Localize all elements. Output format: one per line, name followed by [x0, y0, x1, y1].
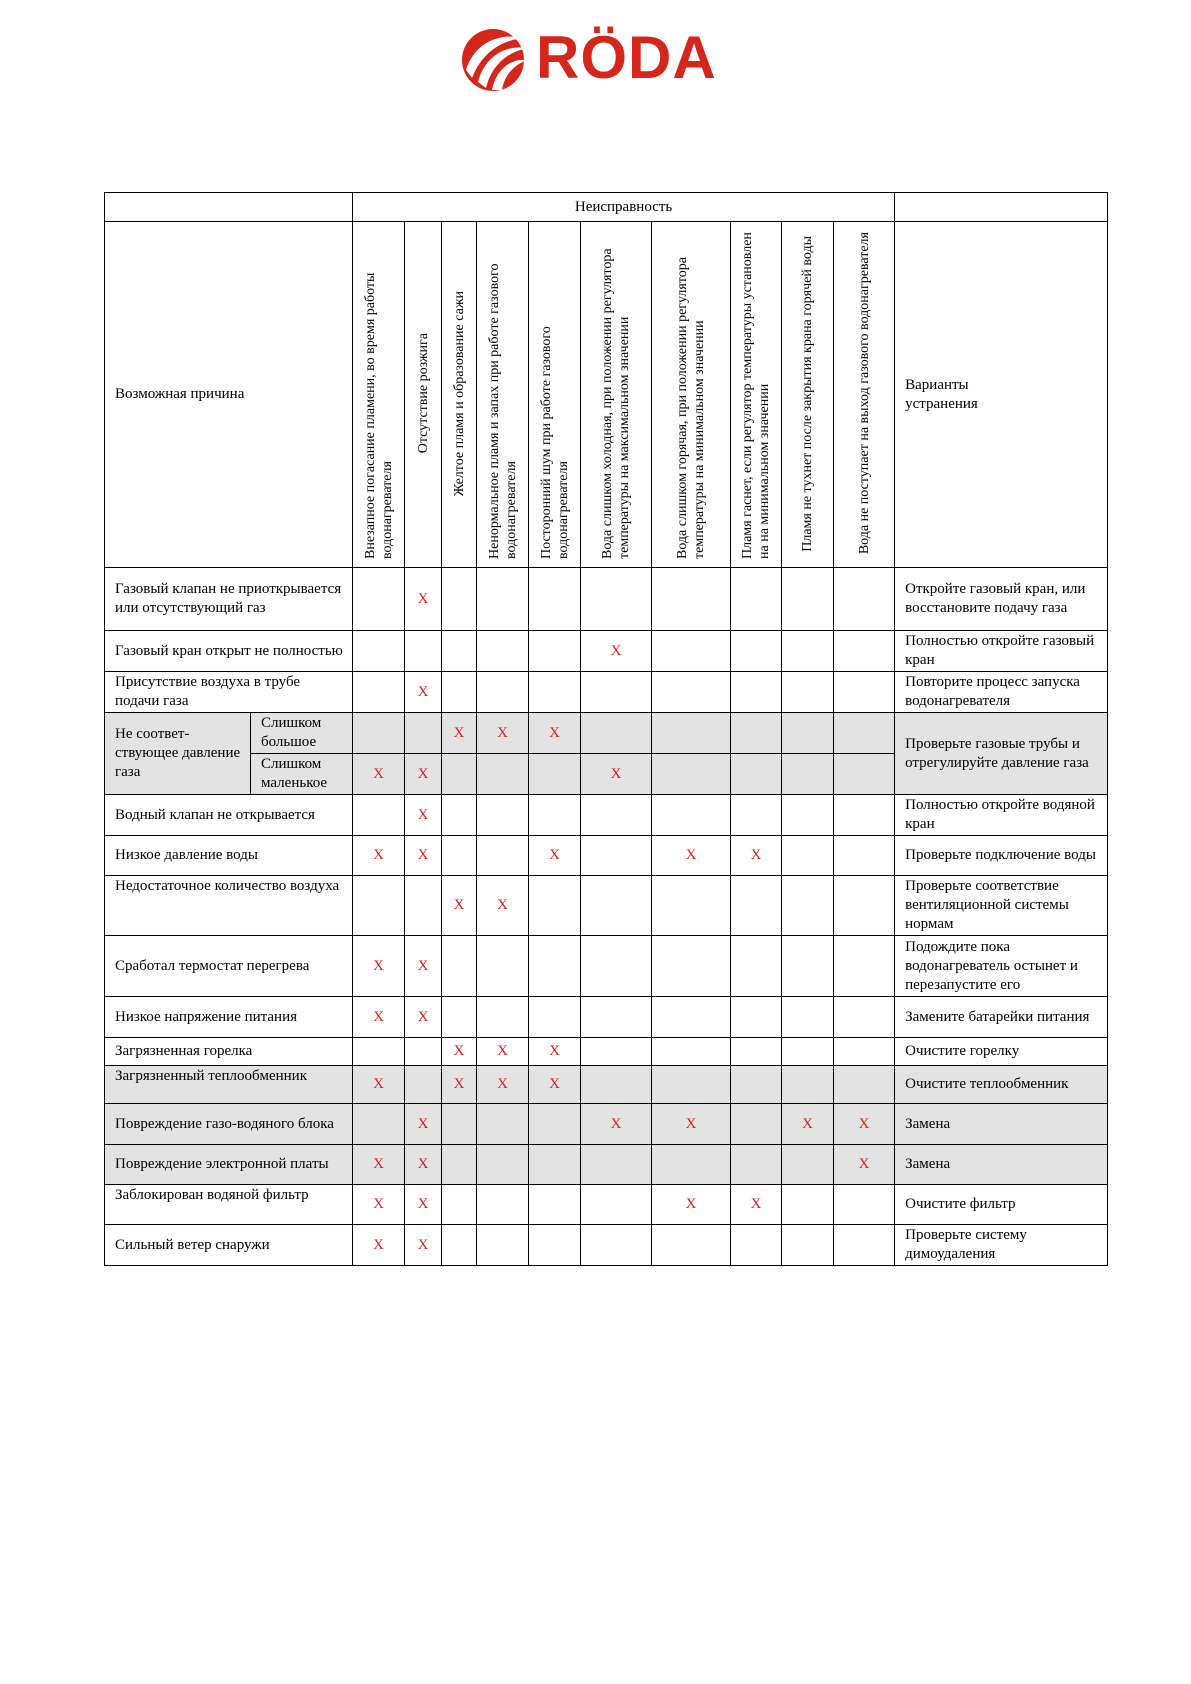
troubleshooting-table [104, 192, 1108, 1266]
x-mark: X [529, 1038, 581, 1066]
table-row [105, 1038, 1108, 1066]
x-mark: X [353, 1185, 405, 1225]
x-mark: X [405, 795, 442, 836]
x-mark: X [442, 1066, 477, 1104]
x-mark: X [353, 1225, 405, 1266]
table-row [105, 631, 1108, 672]
cause-cell: Загрязненная горелка [105, 1038, 353, 1066]
x-mark: X [405, 1185, 442, 1225]
x-mark: X [353, 936, 405, 997]
x-mark: X [731, 1185, 782, 1225]
table-row [105, 1185, 1108, 1225]
cause-cell: Не соответ- ствующее давление газа [105, 713, 251, 795]
corner-cell [105, 193, 353, 222]
brand-name: RÖDA [536, 24, 717, 91]
fix-cell: Проверьте подключение воды [895, 836, 1108, 876]
table-row [105, 876, 1108, 936]
x-mark: X [581, 754, 652, 795]
x-mark: X [442, 876, 477, 936]
x-mark: X [529, 836, 581, 876]
table-row [105, 568, 1108, 631]
table-row [105, 1104, 1108, 1145]
fix-cell: Замена [895, 1145, 1108, 1185]
table-row [105, 713, 1108, 754]
cause-cell: Заблокирован водяной фильтр [105, 1185, 353, 1225]
x-mark: X [529, 713, 581, 754]
x-mark: X [405, 936, 442, 997]
x-mark: X [353, 997, 405, 1038]
fix-header: Варианты устранения [895, 222, 1108, 568]
fault-names-row [105, 222, 1108, 568]
cause-cell: Присутствие воздуха в трубе подачи газа [105, 672, 353, 713]
x-mark: X [405, 836, 442, 876]
table-row [105, 1225, 1108, 1266]
sub-cause-cell: Слишком маленькое [251, 754, 353, 795]
x-mark: X [529, 1066, 581, 1104]
cause-cell: Водный клапан не открывается [105, 795, 353, 836]
x-mark: X [405, 1145, 442, 1185]
x-mark: X [581, 1104, 652, 1145]
x-mark: X [442, 1038, 477, 1066]
fault-header-cell: Отсутствие розжига [405, 222, 442, 568]
x-mark: X [442, 713, 477, 754]
fix-cell: Полностью откройте водяной кран [895, 795, 1108, 836]
fault-header-cell: Желтое пламя и образование сажи [442, 222, 477, 568]
fix-cell: Очистите горелку [895, 1038, 1108, 1066]
fault-header-cell: Вода не поступает на выход газового водонагревателя [834, 222, 895, 568]
table-row [105, 672, 1108, 713]
flame-logo-icon [460, 26, 534, 92]
x-mark: X [477, 876, 529, 936]
cause-cell: Загрязненный теплообменник [105, 1066, 353, 1104]
fix-cell: Очистите фильтр [895, 1185, 1108, 1225]
fault-header-cell: Пламя не тухнет после закрытия крана горячей воды [782, 222, 834, 568]
x-mark: X [353, 1145, 405, 1185]
sub-cause-cell: Слишком большое [251, 713, 353, 754]
table-row [105, 795, 1108, 836]
x-mark: X [405, 672, 442, 713]
fix-cell: Очистите теплообменник [895, 1066, 1108, 1104]
fault-header-cell: Посторонний шум при работе газового водонагревателя [529, 222, 581, 568]
fix-cell: Проверьте систему димоудаления [895, 1225, 1108, 1266]
fix-cell: Подождите пока водонагреватель остынет и перезапустите его [895, 936, 1108, 997]
fault-header-cell: Вода слишком холодная, при положении регулятора температуры на максимальном значении [581, 222, 652, 568]
fix-cell: Замените батарейки питания [895, 997, 1108, 1038]
fix-cell: Проверьте газовые трубы и отрегулируйте давление газа [895, 713, 1108, 795]
x-mark: X [581, 631, 652, 672]
cause-cell: Недостаточное количество воздуха [105, 876, 353, 936]
x-mark: X [834, 1104, 895, 1145]
table-row [105, 1066, 1108, 1104]
fix-cell: Замена [895, 1104, 1108, 1145]
fault-header-cell: Внезапное погасание пламени, во время работы водонагревателя [353, 222, 405, 568]
table-row [105, 997, 1108, 1038]
cause-cell: Повреждение электронной платы [105, 1145, 353, 1185]
x-mark: X [405, 1104, 442, 1145]
cause-cell: Повреждение газо-водяного блока [105, 1104, 353, 1145]
x-mark: X [652, 1104, 731, 1145]
fix-cell: Проверьте соответствие вентиляционной системы нормам [895, 876, 1108, 936]
x-mark: X [477, 1038, 529, 1066]
cause-cell: Низкое напряжение питания [105, 997, 353, 1038]
x-mark: X [652, 836, 731, 876]
roda-logo [460, 26, 732, 92]
x-mark: X [731, 836, 782, 876]
x-mark: X [652, 1185, 731, 1225]
x-mark: X [405, 997, 442, 1038]
cause-header: Возможная причина [105, 222, 353, 568]
cause-cell: Низкое давление воды [105, 836, 353, 876]
fault-header-cell: Вода слишком горячая, при положении регулятора температуры на минимальном значении [652, 222, 731, 568]
cause-cell: Газовый кран открыт не полностью [105, 631, 353, 672]
cause-cell: Сильный ветер снаружи [105, 1225, 353, 1266]
x-mark: X [353, 754, 405, 795]
x-mark: X [353, 1066, 405, 1104]
fix-cell: Повторите процесс запуска водонагревателя [895, 672, 1108, 713]
table-header-row [105, 193, 1108, 222]
x-mark: X [477, 713, 529, 754]
table-row [105, 936, 1108, 997]
fix-cell: Полностью откройте газовый кран [895, 631, 1108, 672]
fix-cell: Откройте газовый кран, или восстановите подачу газа [895, 568, 1108, 631]
x-mark: X [477, 1066, 529, 1104]
corner-cell-right [895, 193, 1108, 222]
x-mark: X [353, 836, 405, 876]
table-row [105, 836, 1108, 876]
x-mark: X [834, 1145, 895, 1185]
x-mark: X [405, 754, 442, 795]
cause-cell: Газовый клапан не приоткрывается или отсутствующий газ [105, 568, 353, 631]
x-mark: X [405, 568, 442, 631]
cause-cell: Сработал термостат перегрева [105, 936, 353, 997]
table-row [105, 1145, 1108, 1185]
faults-header: Неисправность [353, 193, 895, 222]
fault-header-cell: Пламя гаснет, если регулятор температуры установлен на на минимальном значении [731, 222, 782, 568]
fault-header-cell: Ненормальное пламя и запах при работе газового водонагревателя [477, 222, 529, 568]
x-mark: X [782, 1104, 834, 1145]
x-mark: X [405, 1225, 442, 1266]
